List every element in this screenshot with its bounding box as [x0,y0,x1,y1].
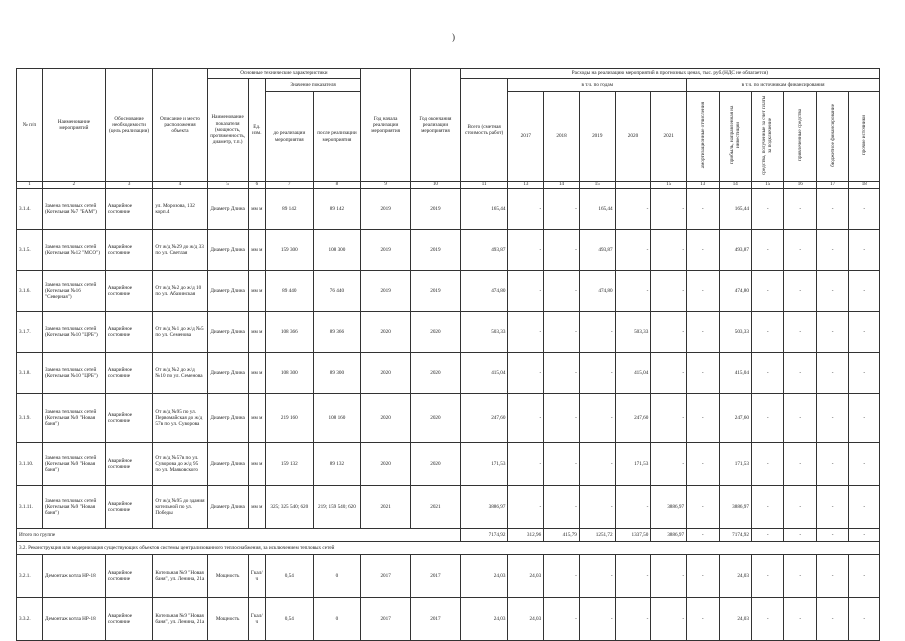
group-total-profit: 7174,92 [719,529,751,542]
cell-y2017: - [508,271,544,312]
cell-name: Замена тепловых сетей (Котельная №7 "БАМ") [42,189,105,230]
cell-amort: - [687,394,719,443]
cell-name: Замена тепловых сетей (Котельная №9 "Новая баня") [42,394,105,443]
cell-end: 2019 [411,230,461,271]
table-row [17,189,880,230]
cell-y2021: - [651,271,687,312]
cell-y2018: - [544,353,580,394]
header-source-profit: прибыль, направленная на инвестиции [719,92,751,182]
cell-start: 2017 [361,598,411,641]
cell-profit: 493,87 [719,230,751,271]
column-numbers-row [17,182,880,189]
cell-budget: - [816,555,848,598]
cell-name: Замена тепловых сетей (Котельная №10 "ЦРБ") [42,353,105,394]
cell-after: 89 132 [313,443,361,486]
cell-description: От ж/д №1 до ж/д №5 по ул. Семенова [153,312,207,353]
cell-start: 2020 [361,312,411,353]
cell-unit: мм м [248,443,265,486]
group-total-y2019: 1251,72 [579,529,615,542]
cell-connect: - [751,443,783,486]
group-total-y2021: 3886,97 [651,529,687,542]
header-tech-group: Основные технические характеристики [207,69,361,79]
cell-profit: 3886,97 [719,486,751,529]
cell-attracted: - [784,353,816,394]
cell-total: 247,60 [460,394,508,443]
column-number: 13 [687,182,719,189]
cell-num: 3.2.1. [17,555,43,598]
cell-name: Замена тепловых сетей (Котельная №10 "ЦРБ") [42,312,105,353]
cell-attracted: - [784,271,816,312]
group-total-row [17,529,880,542]
cell-connect: - [751,486,783,529]
cell-end: 2020 [411,443,461,486]
cell-after: 0 [313,555,361,598]
column-number: 2 [42,182,105,189]
cell-start: 2020 [361,353,411,394]
cell-total: 24,03 [460,598,508,641]
investment-table [16,68,880,641]
cell-end: 2019 [411,271,461,312]
cell-y2017: - [508,353,544,394]
cell-amort: - [687,189,719,230]
cell-total: 24,03 [460,555,508,598]
cell-before: 0,54 [265,598,313,641]
cell-amort: - [687,598,719,641]
cell-before: 219 160 [265,394,313,443]
cell-before: 0,54 [265,555,313,598]
cell-connect: - [751,271,783,312]
cell-name: Демонтаж котла НР-18 [42,555,105,598]
table-row [17,353,880,394]
cell-y2018: - [544,394,580,443]
cell-y2018: - [544,555,580,598]
cell-y2019: 493,87 [579,230,615,271]
cell-y2017: - [508,443,544,486]
cell-y2020: - [615,486,651,529]
cell-num: 3.1.10. [17,443,43,486]
cell-rationale: Аварийное состояние [105,312,153,353]
cell-name: Замена тепловых сетей (Котельная №9 "Новая баня") [42,443,105,486]
cell-attracted: - [784,555,816,598]
cell-connect: - [751,230,783,271]
cell-unit: мм м [248,486,265,529]
column-number: 11 [460,182,508,189]
table-row [17,443,880,486]
cell-start: 2019 [361,271,411,312]
header-n-pp: № п/п [17,69,43,182]
cell-start: 2019 [361,230,411,271]
cell-y2021: - [651,189,687,230]
cell-y2020: - [615,230,651,271]
cell-attracted: - [784,486,816,529]
cell-amort: - [687,312,719,353]
header-year-2021: 2021 [651,92,687,182]
cell-y2021: - [651,394,687,443]
cell-attracted: - [784,394,816,443]
page-mark: ) [452,32,455,42]
cell-attracted: - [784,598,816,641]
column-number: 8 [313,182,361,189]
cell-profit: 474,80 [719,271,751,312]
cell-param: Диаметр Длина [207,353,248,394]
cell-y2021: - [651,598,687,641]
cell-end: 2017 [411,555,461,598]
column-number: 3 [105,182,153,189]
cell-y2019: - [579,598,615,641]
cell-after: 89 142 [313,189,361,230]
cell-description: От ж/д №57в по ул. Суворова до ж/д 95 по ул. Маяковского [153,443,207,486]
cell-connect: - [751,353,783,394]
cell-other: - [849,271,880,312]
cell-param: Мощность [207,598,248,641]
cell-total: 171,53 [460,443,508,486]
cell-y2021: - [651,443,687,486]
cell-rationale: Аварийное состояние [105,555,153,598]
cell-y2019: 165,44 [579,189,615,230]
cell-y2019: - [579,486,615,529]
cell-y2021: 3886,97 [651,486,687,529]
cell-unit: мм м [248,312,265,353]
cell-y2017: - [508,230,544,271]
cell-description: От ж/д №2 до ж/д 10 по ул. Абазинская [153,271,207,312]
cell-after: 76 440 [313,271,361,312]
cell-y2020: - [615,271,651,312]
cell-unit: мм м [248,394,265,443]
group-total-y2020: 1337,50 [615,529,651,542]
header-row-1 [17,69,880,79]
table-row [17,394,880,443]
cell-other: - [849,598,880,641]
cell-unit: Гкал/ч [248,555,265,598]
column-number: 7 [265,182,313,189]
cell-unit: мм м [248,189,265,230]
cell-y2020: - [615,598,651,641]
cell-num: 3.1.6. [17,271,43,312]
header-source-other: прочие источники [849,92,880,182]
cell-attracted: - [784,189,816,230]
cell-y2019: - [579,394,615,443]
cell-after: 89 366 [313,312,361,353]
cell-unit: мм м [248,271,265,312]
cell-rationale: Аварийное состояние [105,189,153,230]
cell-profit: 24,03 [719,598,751,641]
cell-before: 159 300 [265,230,313,271]
cell-attracted: - [784,312,816,353]
header-year-start: Год начала реализации мероприятия [361,69,411,182]
column-number: 15 [751,182,783,189]
cell-y2019: - [579,353,615,394]
cell-y2018: - [544,189,580,230]
cell-other: - [849,189,880,230]
column-number: 15 [579,182,615,189]
cell-before: 325; 325 540; 620 [265,486,313,529]
cell-param: Диаметр Длина [207,189,248,230]
cell-param: Диаметр Длина [207,312,248,353]
cell-budget: - [816,443,848,486]
cell-end: 2019 [411,189,461,230]
cell-connect: - [751,394,783,443]
cell-start: 2021 [361,486,411,529]
cell-total: 474,80 [460,271,508,312]
cell-other: - [849,230,880,271]
cell-after: 108 300 [313,230,361,271]
cell-start: 2020 [361,394,411,443]
cell-end: 2020 [411,353,461,394]
cell-unit: мм м [248,230,265,271]
cell-amort: - [687,555,719,598]
cell-description: От ж/д №29 до ж/д 33 по ул. Светлая [153,230,207,271]
cell-before: 89 142 [265,189,313,230]
cell-param: Диаметр Длина [207,486,248,529]
header-year-2018: 2018 [544,92,580,182]
column-number [615,182,651,189]
cell-y2017: - [508,312,544,353]
cell-num: 3.1.9. [17,394,43,443]
cell-y2018: - [544,230,580,271]
section-title: 3.2. Реконструкция или модернизация существующих объектов системы централизованного теплоснабжения, за исключением тепловых сетей [17,542,880,555]
group-total-y2017: 312,96 [508,529,544,542]
cell-budget: - [816,486,848,529]
column-number: 1 [17,182,43,189]
cell-unit: мм м [248,353,265,394]
cell-name: Замена тепловых сетей (Котельная №12 "МСО") [42,230,105,271]
cell-description: Котельная №9 "Новая баня", ул. Ленина, 21а [153,555,207,598]
cell-y2018: - [544,271,580,312]
cell-num: 3.1.5. [17,230,43,271]
cell-after: 219; 159 540; 620 [313,486,361,529]
cell-end: 2020 [411,312,461,353]
cell-rationale: Аварийное состояние [105,230,153,271]
group-total-y2018: 415,79 [544,529,580,542]
cell-total: 165,44 [460,189,508,230]
cell-y2018: - [544,312,580,353]
cell-y2019: - [579,312,615,353]
cell-total: 503,33 [460,312,508,353]
cell-y2017: 24,03 [508,555,544,598]
cell-y2020: 503,33 [615,312,651,353]
cell-name: Замена тепловых сетей (Котельная №16 "Северная") [42,271,105,312]
cell-after: 108 160 [313,394,361,443]
cell-param: Диаметр Длина [207,230,248,271]
column-number: 14 [544,182,580,189]
column-number: 16 [784,182,816,189]
header-before: до реализации мероприятия [265,92,313,182]
cell-other: - [849,443,880,486]
column-number: 4 [153,182,207,189]
group-total-amort: - [687,529,719,542]
cell-y2019: - [579,555,615,598]
cell-end: 2017 [411,598,461,641]
cell-name: Замена тепловых сетей (Котельная №9 "Новая баня") [42,486,105,529]
column-number: 14 [719,182,751,189]
cell-y2018: - [544,598,580,641]
cell-num: 3.1.7. [17,312,43,353]
column-number: 5 [207,182,248,189]
table-row [17,312,880,353]
cell-description: ул. Морозова, 132 корп.4 [153,189,207,230]
cell-rationale: Аварийное состояние [105,443,153,486]
cell-param: Мощность [207,555,248,598]
table-row [17,230,880,271]
cell-num: 3.1.4. [17,189,43,230]
header-by-sources: в т.ч. по источникам финансирования [687,79,880,92]
cell-amort: - [687,353,719,394]
cell-budget: - [816,598,848,641]
table-row [17,598,880,641]
header-year-2019: 2019 [579,92,615,182]
cell-profit: 503,33 [719,312,751,353]
cell-unit: Гкал/ч [248,598,265,641]
cell-num: 3.3.2. [17,598,43,641]
cell-end: 2020 [411,394,461,443]
group-total-attracted: - [784,529,816,542]
cell-amort: - [687,486,719,529]
cell-before: 89 440 [265,271,313,312]
column-number: 10 [411,182,461,189]
cell-y2021: - [651,353,687,394]
group-total-connect: - [751,529,783,542]
cell-rationale: Аварийное состояние [105,271,153,312]
cell-start: 2019 [361,189,411,230]
header-year-2020: 2020 [615,92,651,182]
cell-y2017: - [508,486,544,529]
cell-y2020: 415,04 [615,353,651,394]
header-rationale: Обоснование необходимости (цель реализации) [105,69,153,182]
cell-y2017: - [508,189,544,230]
column-number: 15 [651,182,687,189]
header-name: Наименование мероприятий [42,69,105,182]
cell-y2017: 24,03 [508,598,544,641]
cell-connect: - [751,189,783,230]
cell-other: - [849,486,880,529]
header-param: Наименование показателя (мощность, протяженность, диаметр, т.п.) [207,79,248,182]
cell-attracted: - [784,443,816,486]
cell-profit: 171,53 [719,443,751,486]
cell-name: Демонтаж котла НР-18 [42,598,105,641]
cell-param: Диаметр Длина [207,443,248,486]
header-values-group: Значение показателя [265,79,360,92]
cell-y2019: - [579,443,615,486]
cell-budget: - [816,189,848,230]
cell-budget: - [816,230,848,271]
cell-y2020: - [615,555,651,598]
cell-description: От ж/д №95 до здания котельной по ул. Победы [153,486,207,529]
cell-other: - [849,312,880,353]
cell-total: 3886,97 [460,486,508,529]
header-source-amort: амортизационные отчисления [687,92,719,182]
cell-budget: - [816,353,848,394]
cell-rationale: Аварийное состояние [105,394,153,443]
cell-y2021: - [651,312,687,353]
cell-before: 108 366 [265,312,313,353]
table-row [17,271,880,312]
header-by-years: в т.ч. по годам [508,79,687,92]
table-row [17,555,880,598]
column-number: 18 [849,182,880,189]
cell-y2018: - [544,443,580,486]
cell-before: 108 300 [265,353,313,394]
cell-before: 159 132 [265,443,313,486]
cell-y2020: 171,53 [615,443,651,486]
column-number: 17 [816,182,848,189]
cell-description: От ж/д №2 до ж/д №10 по ул. Семенова [153,353,207,394]
cell-start: 2017 [361,555,411,598]
cell-total: 415,04 [460,353,508,394]
cell-profit: 415,04 [719,353,751,394]
cell-profit: 24,03 [719,555,751,598]
cell-num: 3.1.8. [17,353,43,394]
cell-y2017: - [508,394,544,443]
cell-y2018: - [544,486,580,529]
cell-budget: - [816,271,848,312]
header-description: Описание и место расположения объекта [153,69,207,182]
cell-connect: - [751,312,783,353]
cell-description: Котельная №9 "Новая баня", ул. Ленина, 21а [153,598,207,641]
cell-total: 493,87 [460,230,508,271]
cell-connect: - [751,555,783,598]
cell-budget: - [816,312,848,353]
group-total-total: 7174,92 [460,529,508,542]
cell-y2020: - [615,189,651,230]
cell-y2019: 474,80 [579,271,615,312]
section-header-row [17,542,880,555]
cell-amort: - [687,230,719,271]
cell-budget: - [816,394,848,443]
header-costs-group: Расходы на реализацию мероприятий в прогнозных ценах, тыс. руб.(НДС не облагается) [460,69,879,79]
table-row [17,486,880,529]
header-source-attracted: привлеченные средства [784,92,816,182]
cell-other: - [849,353,880,394]
cell-num: 3.1.11. [17,486,43,529]
column-number: 6 [248,182,265,189]
cell-profit: 247,60 [719,394,751,443]
cell-after: 0 [313,598,361,641]
cell-rationale: Аварийное состояние [105,598,153,641]
header-year-2017: 2017 [508,92,544,182]
cell-other: - [849,555,880,598]
cell-other: - [849,394,880,443]
cell-profit: 165,44 [719,189,751,230]
header-year-end: Год окончания реализации мероприятия [411,69,461,182]
group-total-label: Итого по группе [17,529,461,542]
cell-description: От ж/д №95 по ул. Первомайская до ж/д 57в по ул. Суворова [153,394,207,443]
cell-amort: - [687,443,719,486]
header-after: после реализации мероприятия [313,92,361,182]
group-total-other: - [849,529,880,542]
cell-end: 2021 [411,486,461,529]
header-unit: Ед. изм. [248,79,265,182]
header-source-connect: средства, полученные за счет платы за подключение [751,92,783,182]
column-number: 9 [361,182,411,189]
cell-y2021: - [651,230,687,271]
cell-param: Диаметр Длина [207,394,248,443]
cell-start: 2020 [361,443,411,486]
cell-y2021: - [651,555,687,598]
cell-rationale: Аварийное состояние [105,353,153,394]
header-source-budget: бюджетное финансирование [816,92,848,182]
cell-param: Диаметр Длина [207,271,248,312]
column-number: 13 [508,182,544,189]
cell-amort: - [687,271,719,312]
cell-connect: - [751,598,783,641]
cell-attracted: - [784,230,816,271]
cell-rationale: Аварийное состояние [105,486,153,529]
group-total-budget: - [816,529,848,542]
header-total: Всего (сметная стоимость работ) [460,79,508,182]
cell-after: 89 300 [313,353,361,394]
cell-y2020: 247,60 [615,394,651,443]
